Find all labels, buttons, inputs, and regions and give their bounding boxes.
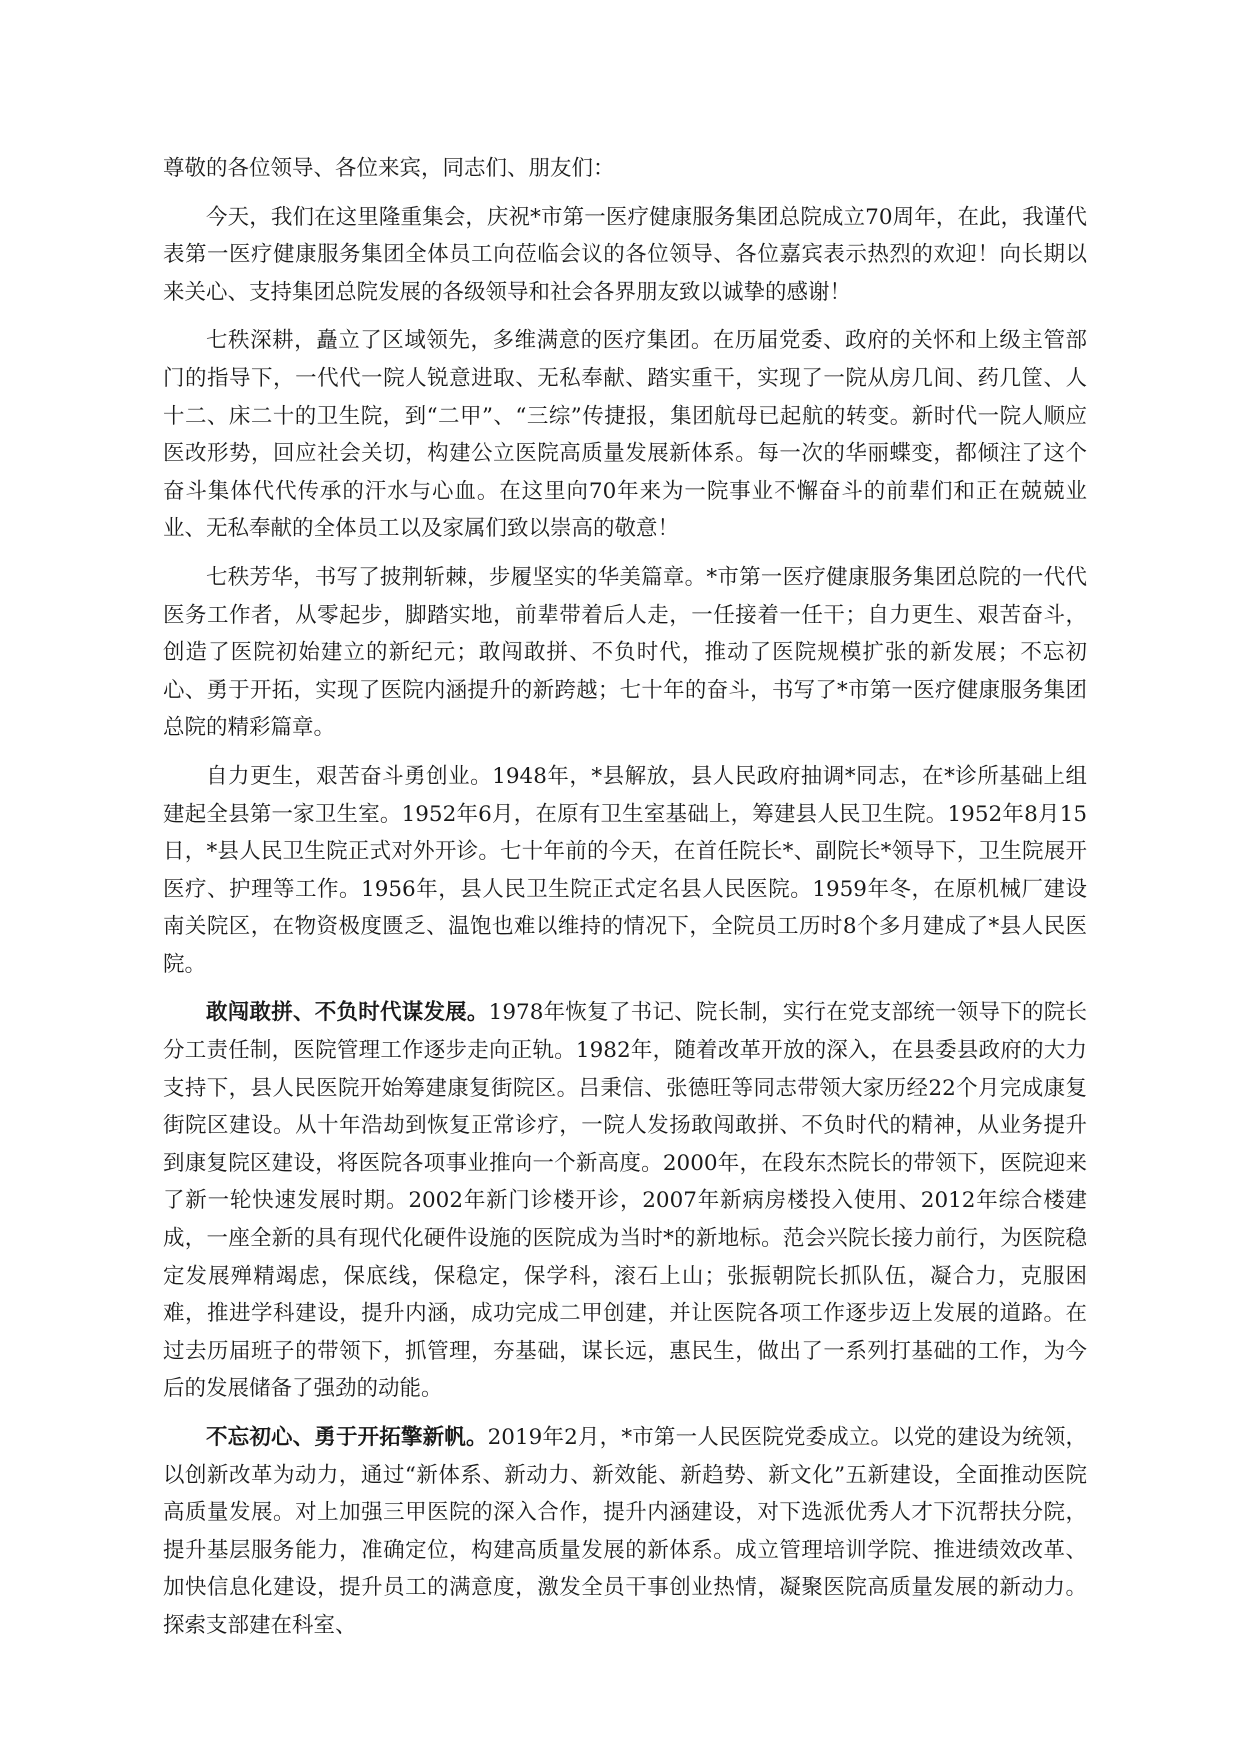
paragraph-text: 自力更生，艰苦奋斗勇创业。1948年，*县解放，县人民政府抽调*同志，在*诊所基础上组建起全县第一家卫生室。1952年6月，在原有卫生室基础上，筹建县人民卫生院。1952年8月15日，*县人民卫生院正式对外开诊。七十年前的今天，在首任院长*、副院长*领导下，卫生院展开医疗、护理等工作。1956年，县人民卫生院正式定名县人民医院。1959年冬，在原机械厂建设南关院区，在物资极度匮乏、温饱也难以维持的情况下，全院员工历时8个多月建成了*县人民医院。 <box>163 763 1087 977</box>
paragraph-lead-heading: 不忘初心、勇于开拓擎新帆。 <box>206 1425 488 1450</box>
paragraph-deep-cultivation <box>163 322 1087 548</box>
paragraph-text: 1978年恢复了书记、院长制，实行在党支部统一领导下的院长分工责任制，医院管理工作逐步走向正轨。1982年，随着改革开放的深入，在县委县政府的大力支持下，县人民医院开始筹建康复街院区。吕秉信、张德旺等同志带领大家历经22个月完成康复街院区建设。从十年浩劫到恢复正常诊疗，一院人发扬敢闯敢拼、不负时代的精神，从业务提升到康复院区建设，将医院各项事业推向一个新高度。2000年，在段东杰院长的带领下，医院迎来了新一轮快速发展时期。2002年新门诊楼开诊，2007年新病房楼投入使用、2012年综合楼建成，一座全新的具有现代化硬件设施的医院成为当时*的新地标。范会兴院长接力前行，为医院稳定发展殚精竭虑，保底线，保稳定，保学科，滚石上山；张振朝院长抓队伍，凝合力，克服困难，推进学科建设，提升内涵，成功完成二甲创建，并让医院各项工作逐步迈上发展的道路。在过去历届班子的带领下，抓管理，夯基础，谋长远，惠民生，做出了一系列打基础的工作，为今后的发展储备了强劲的动能。 <box>163 1000 1087 1402</box>
paragraph-development <box>163 994 1087 1408</box>
paragraph-glorious-chapter <box>163 559 1087 747</box>
paragraph-text: 七秩芳华，书写了披荆斩棘，步履坚实的华美篇章。*市第一医疗健康服务集团总院的一代代医务工作者，从零起步，脚踏实地，前辈带着后人走，一任接着一任干；自力更生、艰苦奋斗，创造了医院初始建立的新纪元；敢闯敢拼、不负时代，推动了医院规模扩张的新发展；不忘初心、勇于开拓，实现了医院内涵提升的新跨越；七十年的奋斗，书写了*市第一医疗健康服务集团总院的精彩篇章。 <box>163 564 1087 741</box>
paragraph-opening <box>163 199 1087 312</box>
paragraph-text: 今天，我们在这里隆重集会，庆祝*市第一医疗健康服务集团总院成立70周年，在此，我谨代表第一医疗健康服务集团全体员工向莅临会议的各位领导、各位嘉宾表示热烈的欢迎！向长期以来关心、支持集团总院发展的各级领导和社会各界朋友致以诚挚的感谢！ <box>163 204 1087 305</box>
greeting: 尊敬的各位领导、各位来宾，同志们、朋友们： <box>163 156 615 181</box>
paragraph-text: 2019年2月，*市第一人民医院党委成立。以党的建设为统领，以创新改革为动力，通过“新体系、新动力、新效能、新趋势、新文化”五新建设，全面推动医院高质量发展。对上加强三甲医院的深入合作，提升内涵建设，对下选派优秀人才下沉帮扶分院，提升基层服务能力，准确定位，构建高质量发展的新体系。成立管理培训学院、推进绩效改革、加快信息化建设，提升员工的满意度，激发全员干事创业热情，凝聚医院高质量发展的新动力。探索支部建在科室、 <box>163 1425 1087 1638</box>
paragraph-lead-heading: 敢闯敢拼、不负时代谋发展。 <box>206 1000 489 1026</box>
paragraph-founding <box>163 758 1087 984</box>
paragraph-text: 七秩深耕，矗立了区域领先，多维满意的医疗集团。在历届党委、政府的关怀和上级主管部门的指导下，一代代一院人锐意进取、无私奉献、踏实重干，实现了一院从房几间、药几筐、人十二、床二十的卫生院，到“二甲”、“三综”传捷报，集团航母已起航的转变。新时代一院人顺应医改形势，回应社会关切，构建公立医院高质量发展新体系。每一次的华丽蝶变，都倾注了这个奋斗集体代代传承的汗水与心血。在这里向70年来为一院事业不懈奋斗的前辈们和正在兢兢业业、无私奉献的全体员工以及家属们致以崇高的敬意！ <box>163 328 1087 542</box>
speech-body <box>163 150 1087 1656</box>
paragraph-new-era <box>163 1419 1087 1645</box>
